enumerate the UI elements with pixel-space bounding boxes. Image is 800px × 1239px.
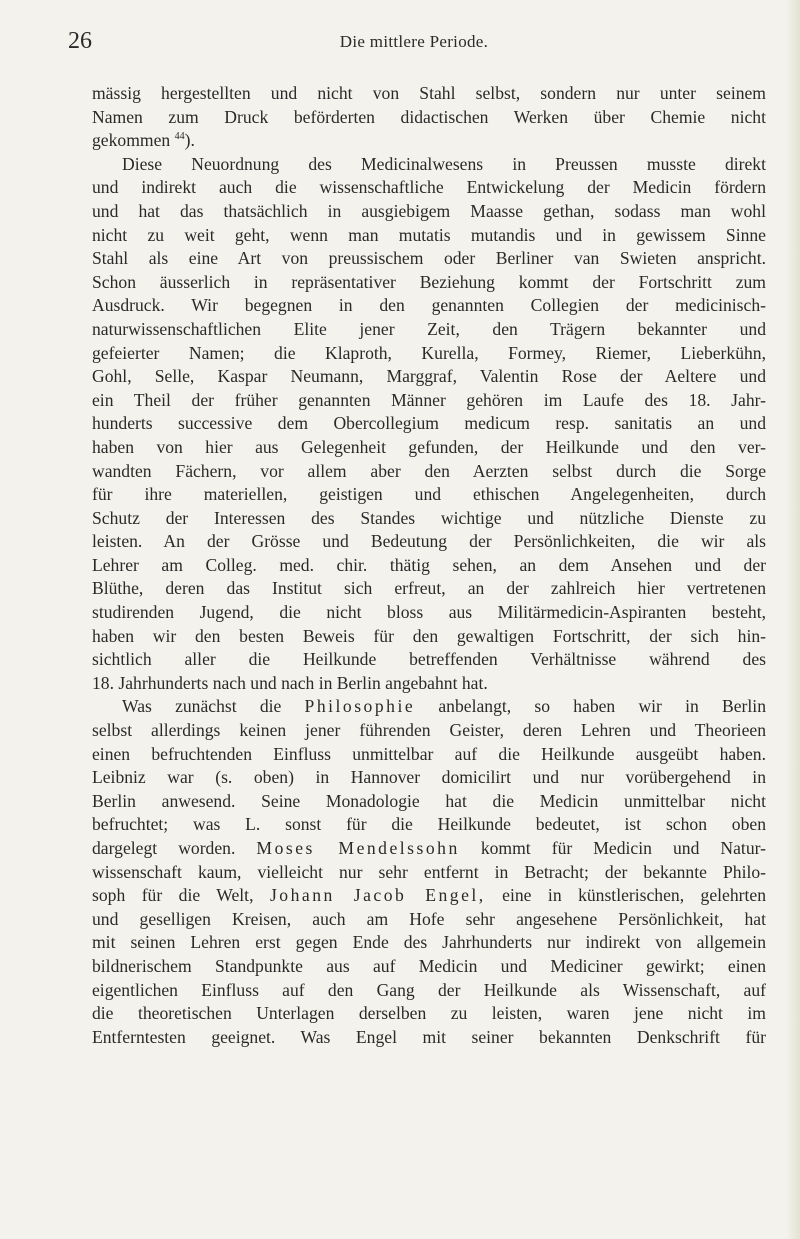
text-line xyxy=(92,837,766,861)
text-line: mit seinen Lehren erst gegen Ende des Jahrhunderts nur indirekt von allgemein xyxy=(92,932,766,953)
emphasis-philosophie: Philosophie xyxy=(304,696,416,717)
text-line: haben wir den besten Beweis für den gewaltigen Fortschritt, der sich hin- xyxy=(92,625,766,646)
text-line: Lehrer am Colleg. med. chir. thätig sehen, an dem Ansehen und der xyxy=(92,554,766,575)
footnote-ref: 44 xyxy=(174,131,185,143)
text-line: Ausdruck. Wir begegnen in den genannten Collegien der medicinisch- xyxy=(92,295,766,316)
text-line: haben von hier aus Gelegenheit gefunden, der Heilkunde und den ver- xyxy=(92,436,766,457)
page-header xyxy=(68,28,760,58)
emphasis-mendelssohn: Moses Mendelssohn xyxy=(256,838,460,858)
text-fragment: dargelegt worden. xyxy=(92,838,236,858)
text-line: Berlin anwesend. Seine Monadologie hat die Medicin unmittelbar nicht xyxy=(92,790,766,811)
text-line: Blüthe, deren das Institut sich erfreut, an der zahlreich hier vertretenen xyxy=(92,578,766,599)
body-text xyxy=(92,82,766,1049)
text-line xyxy=(92,884,766,908)
text-line: befruchtet; was L. sonst für die Heilkunde bedeutet, ist schon oben xyxy=(92,814,766,835)
page-number: 26 xyxy=(68,28,92,54)
text-fragment: Was zunächst die xyxy=(122,696,282,717)
page-edge-shadow xyxy=(786,0,800,1239)
text-line: und hat das thatsächlich in ausgiebigem Maasse gethan, sodass man wohl xyxy=(92,200,766,221)
text-line xyxy=(92,129,766,153)
text-line: ein Theil der früher genannten Männer gehören im Laufe des 18. Jahr- xyxy=(92,389,766,410)
text-fragment: soph für die Welt, xyxy=(92,885,254,906)
text-line: Stahl als eine Art von preussischem oder Berliner van Swieten anspricht. xyxy=(92,248,766,269)
text-line: einen befruchtenden Einfluss unmittelbar auf die Heilkunde ausgeübt haben. xyxy=(92,743,766,764)
text-line: Diese Neuordnung des Medicinalwesens in Preussen musste direkt xyxy=(122,153,766,174)
text-line: die theoretischen Unterlagen derselben zu leisten, waren jene nicht im xyxy=(92,1003,766,1024)
text-line: Entferntesten geeignet. Was Engel mit seiner bekannten Denkschrift für xyxy=(92,1026,766,1047)
text-line: mässig hergestellten und nicht von Stahl selbst, sondern nur unter seinem xyxy=(92,83,766,103)
text-line: Leibniz war (s. oben) in Hannover domicilirt und nur vorübergehend in xyxy=(92,767,766,788)
text-line: Namen zum Druck beförderten didactischen Werken über Chemie nicht xyxy=(92,106,766,127)
emphasis-engel: Johann Jacob Engel, xyxy=(269,885,486,906)
text-line: wissenschaft kaum, vielleicht nur sehr entfernt in Betracht; der bekannte Philo- xyxy=(92,861,766,882)
text-line xyxy=(92,695,766,719)
text-fragment: kommt für Medicin und Natur- xyxy=(480,838,766,858)
text-line: gefeierter Namen; die Klaproth, Kurella, Formey, Riemer, Lieberkühn, xyxy=(92,342,766,363)
text-line: naturwissenschaftlichen Elite jener Zeit, den Trägern bekannter und xyxy=(92,318,766,339)
text-fragment: eine in künstlerischen, gelehrten xyxy=(502,885,767,906)
text-line: 18. Jahrhunderts nach und nach in Berlin angebahnt hat. xyxy=(92,672,488,693)
text-line: eigentlichen Einfluss auf den Gang der Heilkunde als Wissenschaft, auf xyxy=(92,979,766,1000)
text-line: leisten. An der Grösse und Bedeutung der Persönlichkeiten, die wir als xyxy=(92,531,766,552)
text-line: sichtlich aller die Heilkunde betreffenden Verhältnisse während des xyxy=(92,649,766,670)
text-fragment: gekommen xyxy=(92,130,171,151)
text-line: studirenden Jugend, die nicht bloss aus Militärmedicin-Aspiranten besteht, xyxy=(92,602,766,623)
text-fragment: anbelangt, so haben wir in Berlin xyxy=(438,696,766,717)
text-line: und geselligen Kreisen, auch am Hofe sehr angesehene Persönlichkeit, hat xyxy=(92,908,766,929)
text-line: Schutz der Interessen des Standes wichtige und nützliche Dienste zu xyxy=(92,507,766,528)
running-head: Die mittlere Periode. xyxy=(339,32,489,51)
text-line: für ihre materiellen, geistigen und ethischen Angelegenheiten, durch xyxy=(92,484,766,505)
text-line: und indirekt auch die wissenschaftliche Entwickelung der Medicin fördern xyxy=(92,177,766,198)
text-line: selbst allerdings keinen jener führenden Geister, deren Lehren und Theorieen xyxy=(92,720,766,741)
text-line: wandten Fächern, vor allem aber den Aerzten selbst durch die Sorge xyxy=(92,460,766,481)
text-line: hunderts successive dem Obercollegium medicum resp. sanitatis an und xyxy=(92,413,766,434)
text-line: Gohl, Selle, Kaspar Neumann, Marggraf, Valentin Rose der Aeltere und xyxy=(92,366,766,387)
text-line: bildnerischem Standpunkte aus auf Medicin und Mediciner gewirkt; einen xyxy=(92,955,766,976)
text-line: nicht zu weit geht, wenn man mutatis mutandis und in gewissem Sinne xyxy=(92,224,766,245)
text-fragment: ). xyxy=(184,130,195,151)
text-line: Schon äusserlich in repräsentativer Beziehung kommt der Fortschritt zum xyxy=(92,271,766,292)
